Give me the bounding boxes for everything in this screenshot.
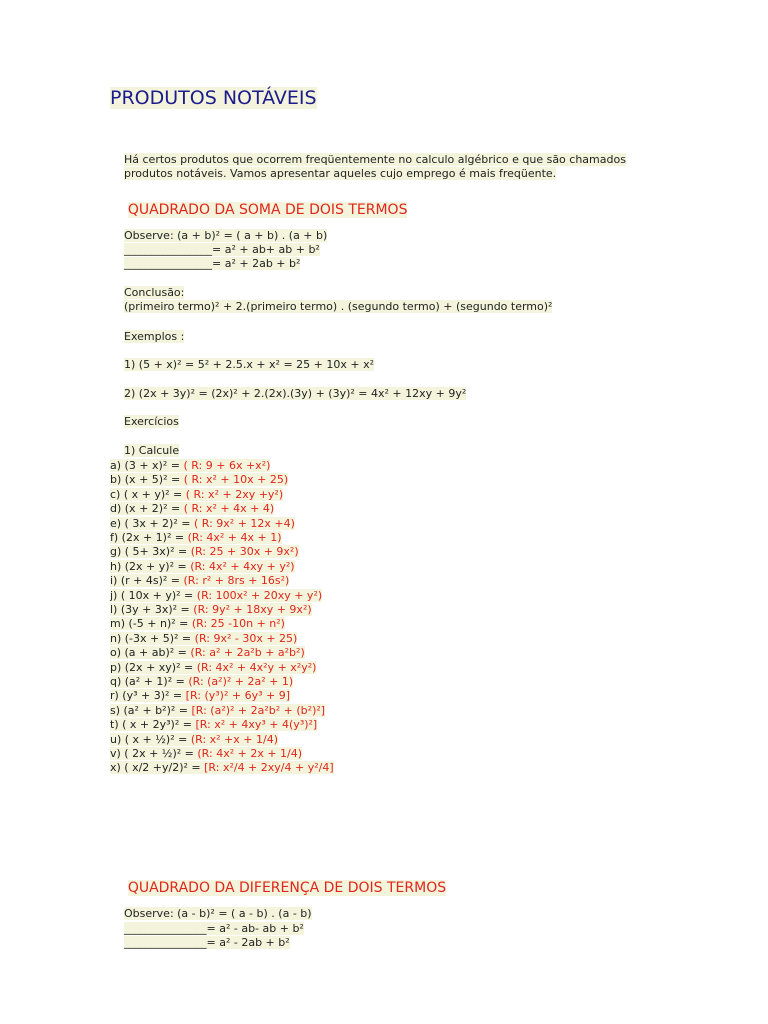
section-heading-difference: QUADRADO DA DIFERENÇA DE DOIS TERMOS bbox=[127, 880, 447, 896]
page-title: PRODUTOS NOTÁVEIS bbox=[110, 87, 317, 109]
exercise-row bbox=[110, 617, 285, 631]
observe-diff-line-1: Observe: (a - b)² = ( a - b) . (a - b) bbox=[124, 907, 312, 921]
exercise-question: x) ( x/2 +y/2)² = bbox=[110, 761, 205, 775]
exercise-row bbox=[110, 459, 270, 473]
exercise-answer: (R: 25 + 30x + 9x²) bbox=[190, 545, 299, 559]
exercise-question: v) ( 2x + ½)² = bbox=[110, 747, 198, 760]
exercise-answer: (R: 9y² + 18xy + 9x²) bbox=[193, 603, 312, 616]
exercise-question: q) (a² + 1)² = bbox=[110, 675, 189, 688]
exercise-row bbox=[110, 689, 290, 703]
exercise-question: f) (2x + 1)² = bbox=[110, 531, 188, 544]
exemplos-label: Exemplos : bbox=[124, 330, 185, 344]
conclusao-text: (primeiro termo)² + 2.(primeiro termo) . (segundo termo) + (segundo termo)² bbox=[124, 300, 553, 314]
exercise-row bbox=[110, 761, 334, 775]
exercise-row bbox=[110, 733, 278, 747]
exercise-question: d) (x + 2)² = bbox=[110, 502, 184, 516]
observe-diff-line-3: _______________= a² - 2ab + b² bbox=[124, 936, 290, 950]
exercise-question: g) ( 5+ 3x)² = bbox=[110, 545, 191, 559]
exercise-answer: [R: (y³)² + 6y³ + 9] bbox=[185, 689, 290, 703]
exercise-question: a) (3 + x)² = bbox=[110, 459, 184, 472]
exercise-answer: [R: x² + 4xy³ + 4(y³)²] bbox=[195, 718, 318, 732]
exercise-question: t) ( x + 2y³)² = bbox=[110, 718, 196, 732]
exercise-row bbox=[110, 502, 274, 516]
exercise-question: o) (a + ab)² = bbox=[110, 646, 191, 660]
exercise-answer: ( R: 9 + 6x +x²) bbox=[183, 459, 271, 472]
exercise-question: l) (3y + 3x)² = bbox=[110, 603, 194, 616]
exercise-row bbox=[110, 574, 289, 588]
observe-diff-line-2: _______________= a² - ab- ab + b² bbox=[124, 922, 304, 936]
exercise-answer: ( R: x² + 10x + 25) bbox=[183, 473, 289, 487]
exercise-answer: (R: r² + 8rs + 16s²) bbox=[183, 574, 290, 588]
exercise-answer: (R: 100x² + 20xy + y²) bbox=[196, 588, 323, 602]
observe-line-2: ________________= a² + ab+ ab + b² bbox=[124, 243, 320, 257]
intro-line-2: produtos notáveis. Vamos apresentar aqueles cujo emprego é mais freqüente. bbox=[124, 167, 557, 181]
calcule-label: 1) Calcule bbox=[124, 444, 180, 458]
observe-line-1: Observe: (a + b)² = ( a + b) . (a + b) bbox=[124, 229, 328, 243]
exercise-row bbox=[110, 473, 288, 487]
exercise-answer: ( R: 9x² + 12x +4) bbox=[193, 516, 295, 530]
exercise-row bbox=[110, 661, 316, 675]
exercise-question: u) ( x + ½)² = bbox=[110, 732, 191, 746]
exercise-row bbox=[110, 589, 322, 603]
exercise-answer: (R: a² + 2a²b + a²b²) bbox=[190, 646, 305, 660]
exercise-row bbox=[110, 646, 305, 660]
exercise-row bbox=[110, 517, 295, 531]
exercise-answer: (R: 4x² + 4x²y + x²y²) bbox=[196, 660, 317, 674]
exercise-row bbox=[110, 747, 302, 761]
intro-line-1: Há certos produtos que ocorrem freqüentemente no calculo algébrico e que são chamados bbox=[124, 153, 626, 167]
exercise-question: r) (y³ + 3)² = bbox=[110, 689, 186, 703]
exercise-answer: (R: 4x² + 2x + 1/4) bbox=[197, 747, 303, 760]
exercise-question: n) (-3x + 5)² = bbox=[110, 631, 195, 645]
exercise-answer: [R: x²/4 + 2xy/4 + y²/4] bbox=[204, 761, 334, 775]
section-heading-sum: QUADRADO DA SOMA DE DOIS TERMOS bbox=[127, 202, 408, 218]
exercise-answer: (R: 4x² + 4x + 1) bbox=[187, 531, 282, 544]
exercise-row bbox=[110, 531, 282, 545]
exercise-question: h) (2x + y)² = bbox=[110, 559, 191, 573]
exercise-row bbox=[110, 545, 299, 559]
exercise-answer: (R: 9x² - 30x + 25) bbox=[194, 631, 298, 645]
exercise-question: e) ( 3x + 2)² = bbox=[110, 516, 194, 530]
exercise-answer: (R: 25 -10n + n²) bbox=[191, 617, 285, 631]
conclusao-label: Conclusão: bbox=[124, 286, 185, 300]
observe-line-3: ________________= a² + 2ab + b² bbox=[124, 257, 301, 271]
exercise-row bbox=[110, 560, 295, 574]
exercise-question: s) (a² + b²)² = bbox=[110, 703, 192, 717]
exercise-question: b) (x + 5)² = bbox=[110, 473, 184, 487]
exercise-answer: ( R: x² + 4x + 4) bbox=[183, 502, 275, 516]
exercise-row bbox=[110, 718, 317, 732]
exercise-row bbox=[110, 704, 325, 718]
exemplo-2: 2) (2x + 3y)² = (2x)² + 2.(2x).(3y) + (3y)² = 4x² + 12xy + 9y² bbox=[124, 387, 467, 401]
exercise-question: i) (r + 4s)² = bbox=[110, 574, 184, 588]
exercise-answer: (R: x² +x + 1/4) bbox=[190, 732, 278, 746]
exemplo-1: 1) (5 + x)² = 5² + 2.5.x + x² = 25 + 10x + x² bbox=[124, 358, 375, 372]
exercise-answer: (R: 4x² + 4xy + y²) bbox=[190, 559, 295, 573]
exercise-question: m) (-5 + n)² = bbox=[110, 617, 192, 631]
exercise-row bbox=[110, 488, 283, 502]
exercise-row bbox=[110, 603, 312, 617]
exercise-row bbox=[110, 632, 297, 646]
exercise-question: p) (2x + xy)² = bbox=[110, 660, 197, 674]
exercise-question: c) ( x + y)² = bbox=[110, 487, 186, 501]
exercicios-label: Exercícios bbox=[124, 415, 179, 429]
exercise-answer: (R: (a²)² + 2a² + 1) bbox=[188, 675, 294, 688]
exercise-question: j) ( 10x + y)² = bbox=[110, 588, 197, 602]
exercise-row bbox=[110, 675, 293, 689]
exercise-answer: [R: (a²)² + 2a²b² + (b²)²] bbox=[191, 703, 326, 717]
exercise-answer: ( R: x² + 2xy +y²) bbox=[185, 487, 284, 501]
